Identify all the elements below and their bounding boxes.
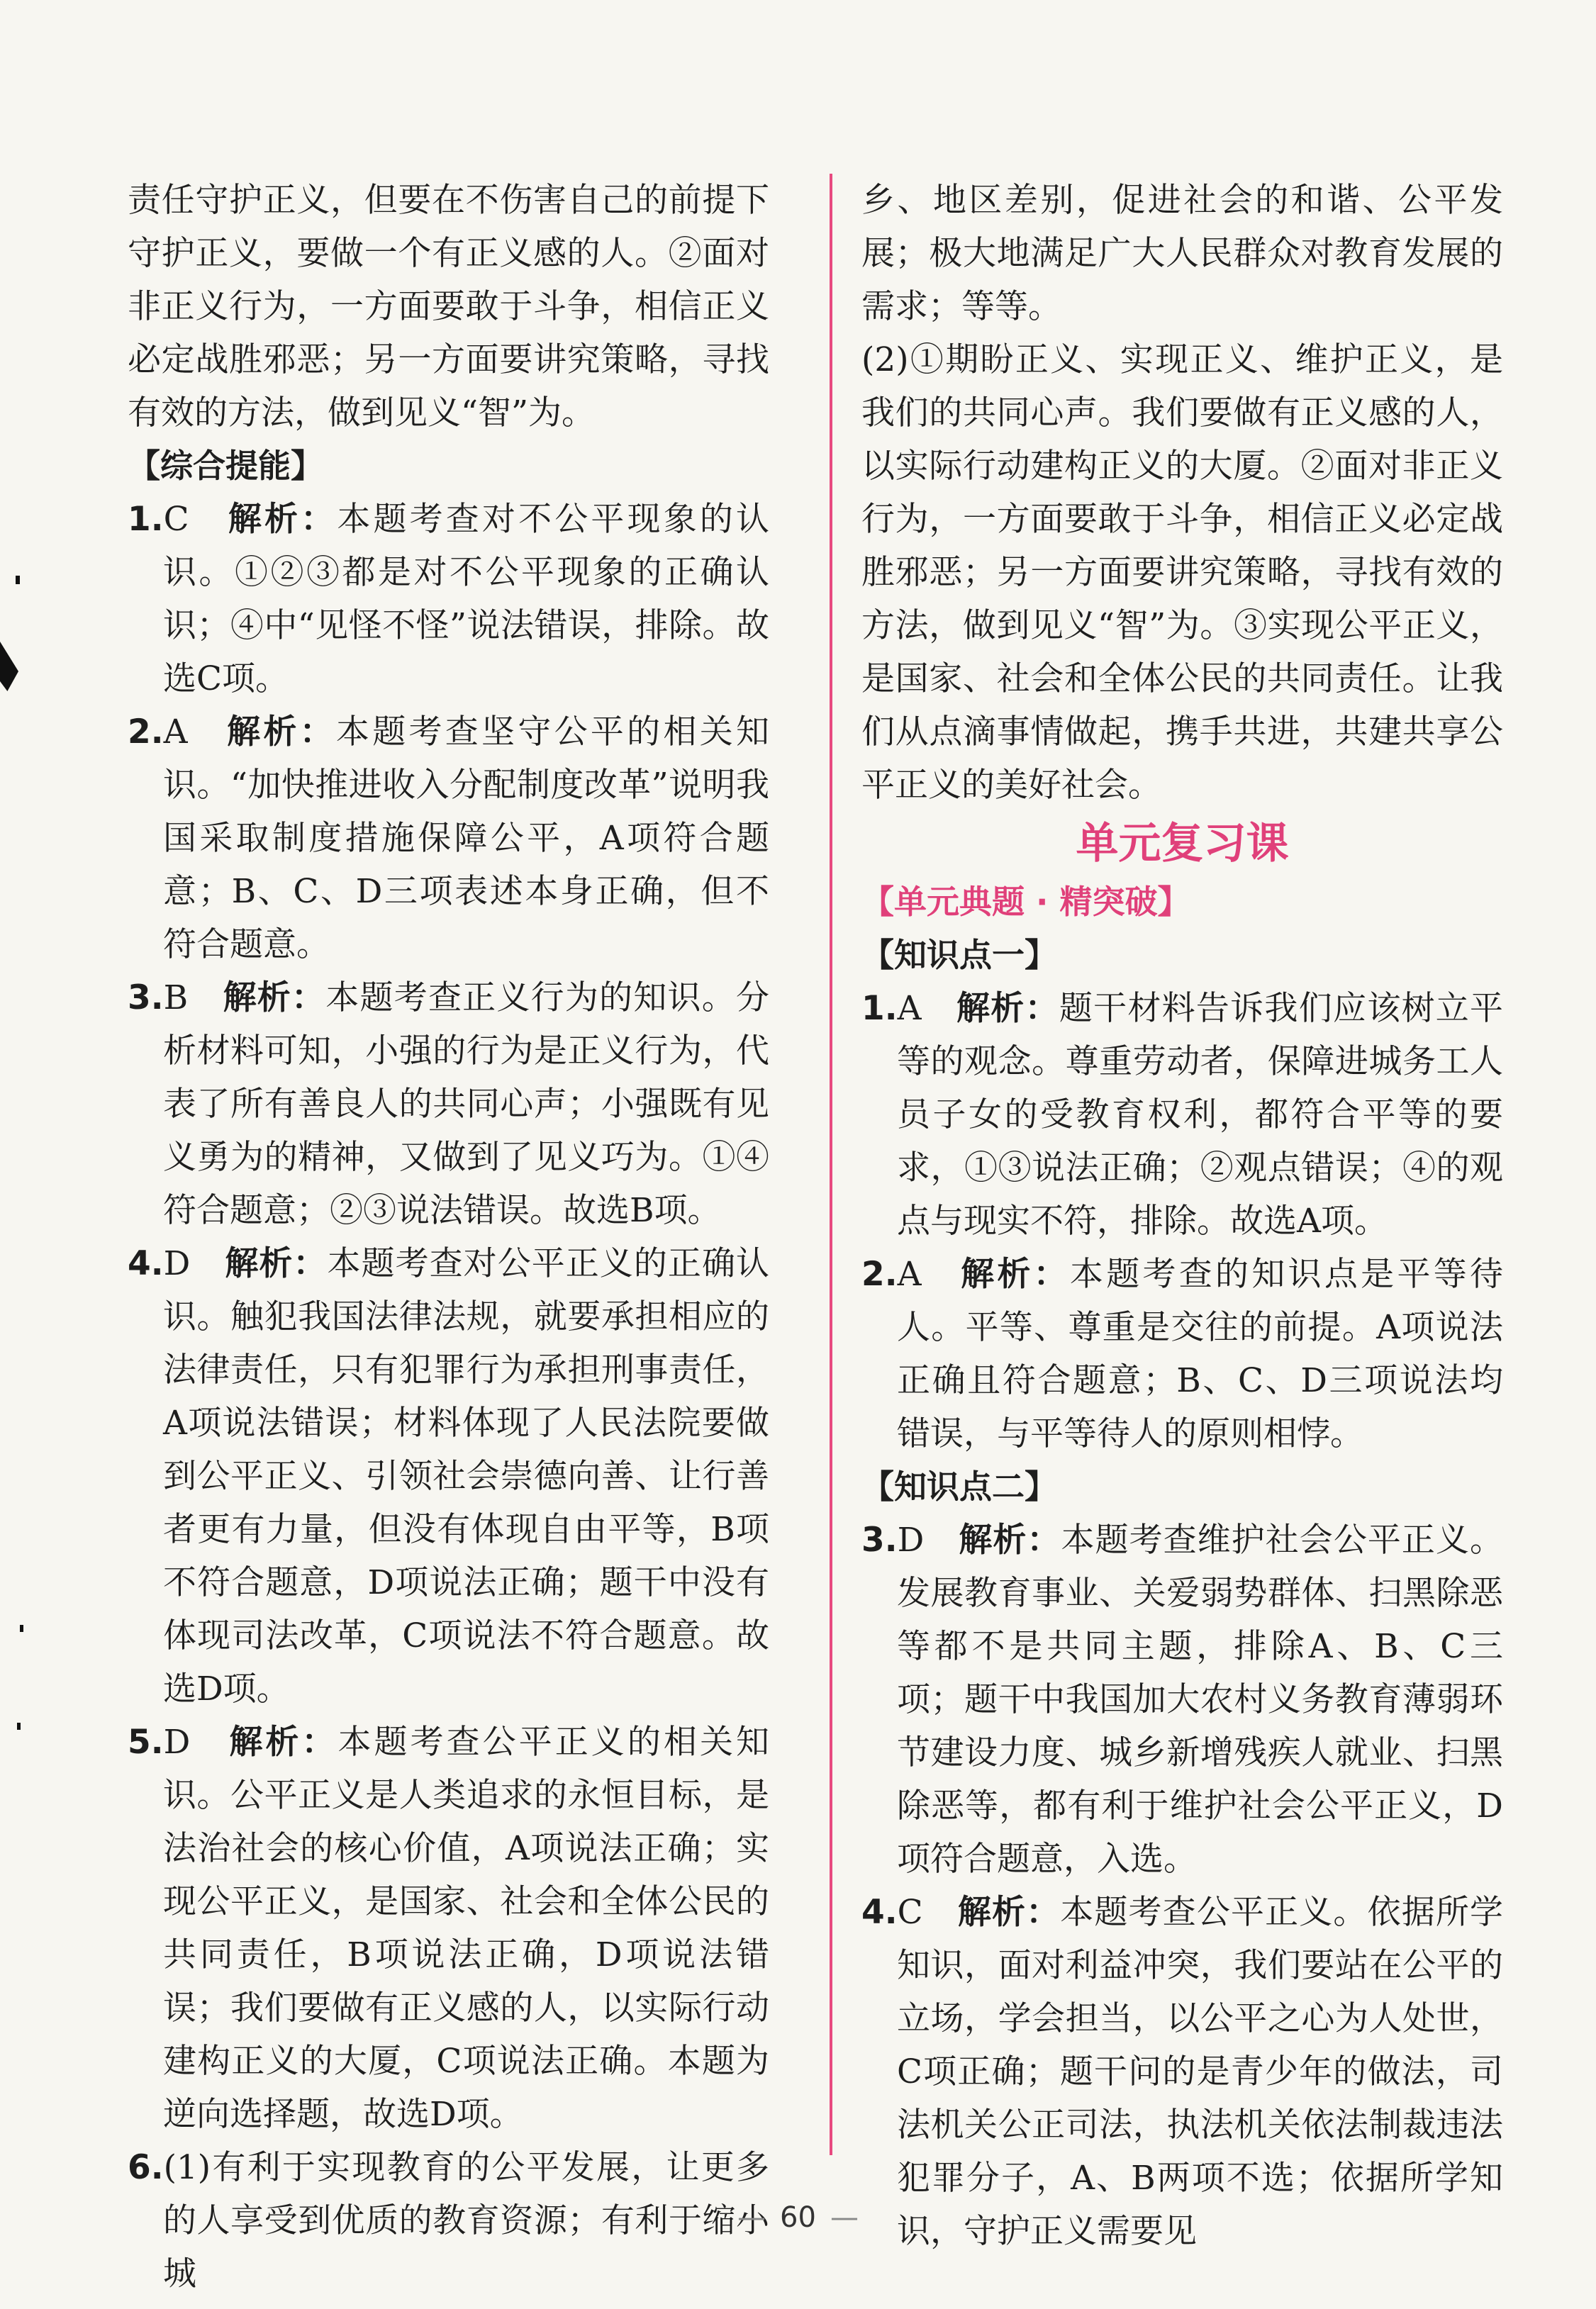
scan-mark bbox=[16, 576, 20, 584]
answer-item: 3.B 解析：本题考查正义行为的知识。分析材料可知，小强的行为是正义行为，代表了所有善良人的共同心声；小强既有见义勇为的精神，又做到了见义巧为。①④符合题意；②③说法错误。故选B项。 bbox=[128, 978, 770, 1230]
intro-paragraph: 责任守护正义，但要在不伤害自己的前提下守护正义，要做一个有正义感的人。②面对非正义行为，一方面要敢于斗争，相信正义必定战胜邪恶；另一方面要讲究策略，寻找有效的方法，做到见义“智”为。 bbox=[128, 181, 769, 432]
section-heading: 【综合提能】 bbox=[128, 447, 323, 485]
knowledge-point-1: 【知识点一】 bbox=[861, 936, 1057, 974]
answer-item: 2.A 解析：本题考查坚守公平的相关知识。“加快推进收入分配制度改革”说明我国采取制度措施保障公平，A项符合题意；B、C、D三项表述本身正确，但不符合题意。 bbox=[128, 712, 770, 964]
page-number: — 60 — bbox=[0, 2201, 1596, 2234]
answer-item: 4.D 解析：本题考查对公平正义的正确认识。触犯我国法律法规，就要承担相应的法律责任，只有犯罪行为承担刑事责任，A项说法错误；材料体现了人民法院要做到公平正义、引领社会崇德向善、让行善者更有力量，但没有体现自由平等，B项不符合题意，D项说法正确；题干中没有体现司法改革，C项说法不符合题意。故选D项。 bbox=[128, 1244, 770, 1709]
left-column bbox=[128, 174, 769, 2300]
scan-mark bbox=[17, 1723, 21, 1730]
answer-item: 6.(1)有利于实现教育的公平发展，让更多的人享受到优质的教育资源；有利于缩小城 bbox=[128, 2148, 769, 2293]
answer-item: 4.C 解析：本题考查公平正义。依据所学知识，面对利益冲突，我们要站在公平的立场，学会担当，以公平之心为人处世，C项正确；题干问的是青少年的做法，司法机关公正司法，执法机关依法制裁违法犯罪分子，A、B两项不选；依据所学知识，守护正义需要见 bbox=[861, 1893, 1504, 2251]
answer-item: 1.A 解析：题干材料告诉我们应该树立平等的观念。尊重劳动者，保障进城务工人员子女的受教育权利，都符合平等的要求，①③说法正确；②观点错误；④的观点与现实不符，排除。故选A项。 bbox=[861, 989, 1504, 1241]
answer-part-2: (2)①期盼正义、实现正义、维护正义，是我们的共同心声。我们要做有正义感的人，以实际行动建构正义的大厦。②面对非正义行为，一方面要敢于斗争，相信正义必定战胜邪恶；另一方面要讲究策略，寻找有效的方法，做到见义“智”为。③实现公平正义，是国家、社会和全体公民的共同责任。让我们从点滴事情做起，携手共进，共建共享公平正义的美好社会。 bbox=[861, 340, 1503, 805]
scan-mark bbox=[20, 1625, 23, 1632]
answer-item: 3.D 解析：本题考查维护社会公平正义。发展教育事业、关爱弱势群体、扫黑除恶等都不是共同主题，排除A、B、C三项；题干中我国加大农村义务教育薄弱环节建设力度、城乡新增残疾人就业、扫黑除恶等，都有利于维护社会公平正义，D项符合题意，入选。 bbox=[861, 1521, 1504, 1879]
answer-item: 5.D 解析：本题考查公平正义的相关知识。公平正义是人类追求的永恒目标，是法治社会的核心价值，A项说法正确；实现公平正义，是国家、社会和全体公民的共同责任，B项说法正确，D项说法错误；我们要做有正义感的人，以实际行动建构正义的大厦，C项说法正确。本题为逆向选择题，故选D项。 bbox=[128, 1723, 769, 2134]
answer-item: 1.C 解析：本题考查对不公平现象的认识。①②③都是对不公平现象的正确认识；④中“见怪不怪”说法错误，排除。故选C项。 bbox=[128, 500, 770, 698]
unit-title: 单元复习课 bbox=[1076, 819, 1289, 868]
sub-section-heading: 【单元典题 · 精突破】 bbox=[861, 883, 1190, 921]
column-divider bbox=[830, 174, 832, 2155]
right-column bbox=[861, 174, 1503, 2258]
continued-paragraph: 乡、地区差别，促进社会的和谐、公平发展；极大地满足广大人民群众对教育发展的需求；等等。 bbox=[861, 181, 1503, 326]
knowledge-point-2: 【知识点二】 bbox=[861, 1467, 1057, 1506]
scan-mark bbox=[0, 642, 18, 691]
answer-item: 2.A 解析：本题考查的知识点是平等待人。平等、尊重是交往的前提。A项说法正确且符合题意；B、C、D三项说法均错误，与平等待人的原则相悖。 bbox=[861, 1255, 1504, 1453]
